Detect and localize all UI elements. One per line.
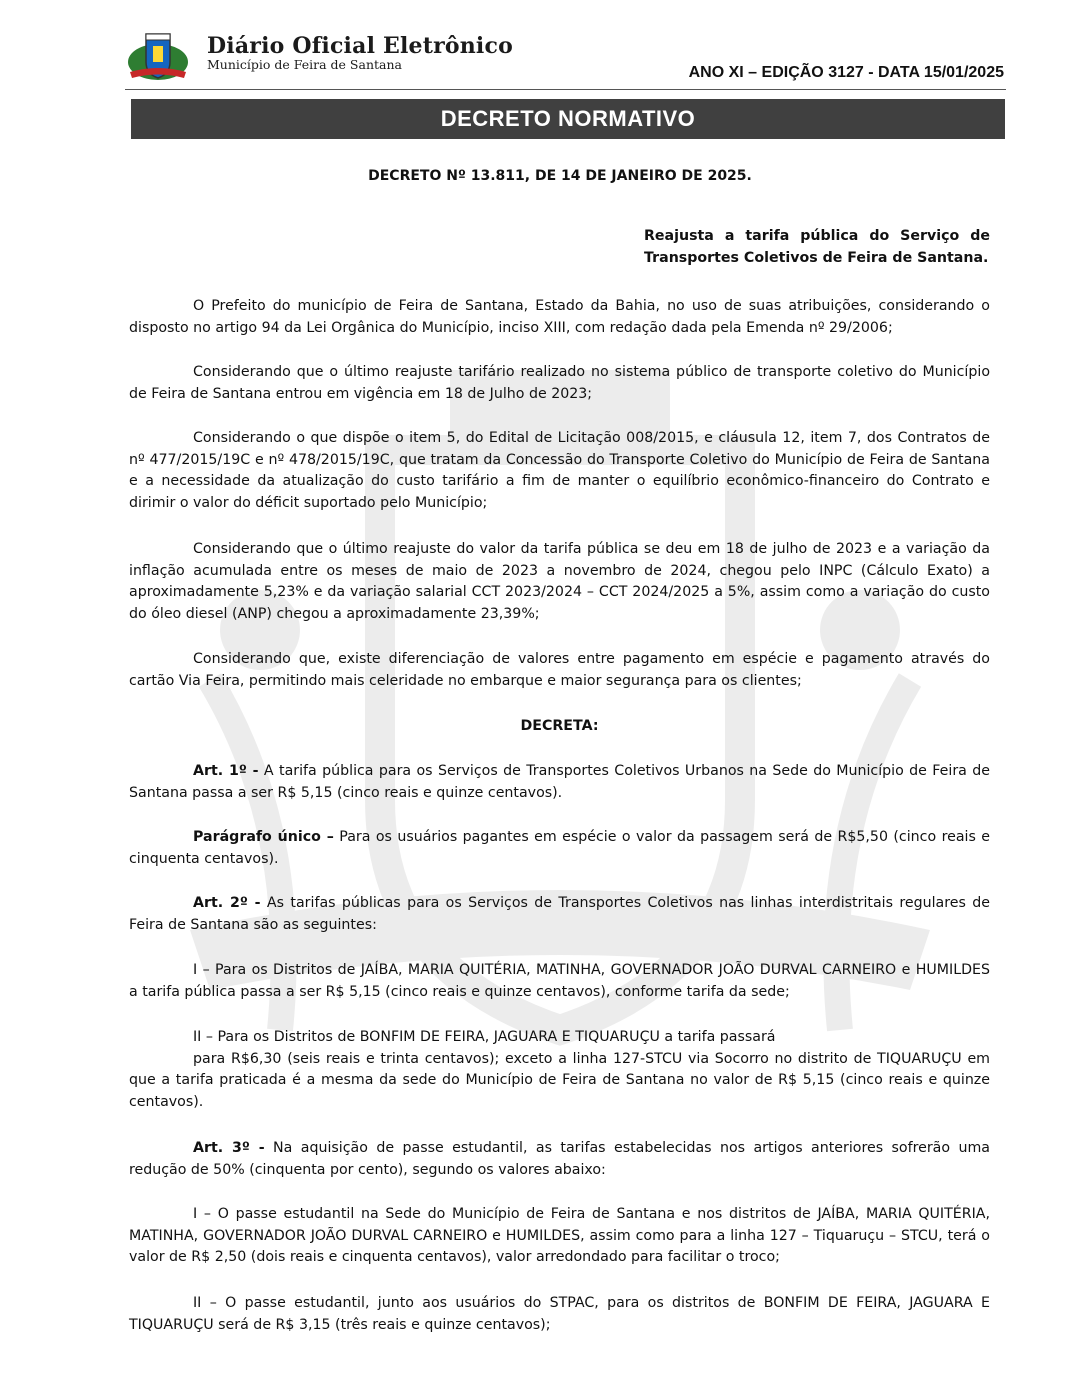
preamble-paragraph: O Prefeito do município de Feira de Santana, Estado da Bahia, no uso de suas atribuições, considerando o disposto no artigo 94 da Lei Orgânica do Município, inciso XIII, com redação dada pela Emenda nº 29/2006; <box>129 298 990 336</box>
article-2-item-i: I – Para os Distritos de JAÍBA, MARIA QUITÉRIA, MATINHA, GOVERNADOR JOÃO DURVAL CARNEIRO e HUMILDES a tarifa pública passa a ser R$ 5,15 (cinco reais e quinze centavos), conforme tarifa da sede; <box>129 962 990 1000</box>
considerando-paragraph-2: Considerando o que dispõe o item 5, do Edital de Licitação 008/2015, e cláusula 12, item 7, dos Contratos de nº 477/2015/19C e nº 478/2015/19C, que tratam da Concessão do Transporte Coletivo do Município de Feira de Santana e a necessidade da atualização do custo tarifário a fim de manter o equilíbrio econômico-financeiro do Contrato e dirimir o valor do déficit suportado pelo Município; <box>129 430 990 511</box>
header-divider <box>125 89 1006 90</box>
article-2-text: As tarifas públicas para os Serviços de Transportes Coletivos nas linhas interdistritais regulares de Feira de Santana são as seguintes: <box>129 895 990 933</box>
paragrafo-unico-label: Parágrafo único – <box>193 829 334 845</box>
article-2 <box>129 893 990 936</box>
article-2-item-ii: para R$6,30 (seis reais e trinta centavos); exceto a linha 127-STCU via Socorro no distrito de TIQUARUÇU em que a tarifa praticada é a mesma da sede do Município de Feira de Santana no valor de R$ 5,15 (cinco reais e quinze centavos). <box>129 1050 990 1110</box>
article-1-text: A tarifa pública para os Serviços de Transportes Coletivos Urbanos na Sede do Município de Feira de Santana passa a ser R$ 5,15 (cinco reais e quinze centavos). <box>129 763 990 801</box>
article-2-item-ii-line1: II – Para os Distritos de BONFIM DE FEIRA, JAGUARA E TIQUARUÇU a tarifa passará <box>193 1029 776 1045</box>
article-3-item-ii: II – O passe estudantil, junto aos usuários do STPAC, para os distritos de BONFIM DE FEIRA, JAGUARA E TIQUARUÇU será de R$ 3,15 (três reais e quinze centavos); <box>129 1295 990 1333</box>
brand-subtitle: Município de Feira de Santana <box>207 57 402 72</box>
article-3-label: Art. 3º - <box>193 1140 265 1156</box>
article-1-label: Art. 1º - <box>193 763 259 779</box>
article-3-text: Na aquisição de passe estudantil, as tarifas estabelecidas nos artigos anteriores sofrerão uma redução de 50% (cinquenta por cento), segundo os valores abaixo: <box>129 1140 990 1178</box>
article-1 <box>129 761 990 804</box>
considerando-paragraph-1: Considerando que o último reajuste tarifário realizado no sistema público de transporte coletivo do Município de Feira de Santana entrou em vigência em 18 de Julho de 2023; <box>129 364 990 402</box>
article-3-item-i: I – O passe estudantil na Sede do Município de Feira de Santana e nos distritos de JAÍBA, MARIA QUITÉRIA, MATINHA, GOVERNADOR JOÃO DURVAL CARNEIRO e HUMILDES, assim como para a linha 127 – Tiquaruçu – STCU, terá o valor de R$ 2,50 (dois reais e cinquenta centavos), valor arredondado para facilitar o troco; <box>129 1206 990 1265</box>
municipal-crest-icon <box>126 28 190 84</box>
article-3 <box>129 1138 990 1181</box>
decree-ementa: Reajusta a tarifa pública do Serviço de Transportes Coletivos de Feira de Santana. <box>644 228 990 266</box>
decree-title: DECRETO Nº 13.811, DE 14 DE JANEIRO DE 2025. <box>368 168 752 184</box>
edition-info: ANO XI – EDIÇÃO 3127 - DATA 15/01/2025 <box>688 64 1004 81</box>
considerando-paragraph-4: Considerando que, existe diferenciação de valores entre pagamento em espécie e pagamento através do cartão Via Feira, permitindo mais celeridade no embarque e maior segurança para os clientes; <box>129 651 990 689</box>
paragrafo-unico-text: Para os usuários pagantes em espécie o valor da passagem será de R$5,50 (cinco reais e cinquenta centavos). <box>129 829 991 867</box>
decreta-heading: DECRETA: <box>520 718 599 734</box>
article-2-label: Art. 2º - <box>193 895 261 911</box>
brand-title: Diário Oficial Eletrônico <box>207 33 513 59</box>
considerando-paragraph-3: Considerando que o último reajuste do valor da tarifa pública se deu em 18 de julho de 2023 e a variação da inflação acumulada entre os meses de maio de 2023 a novembro de 2024, chegou pelo INPC (Cálculo Exato) a aproximadamente 5,23% e da variação salarial CCT 2023/2024 – CCT 2024/2025 a 5%, assim como a variação do custo do óleo diesel (ANP) chegou a aproximadamente 23,39%; <box>129 541 990 622</box>
paragrafo-unico <box>129 827 990 870</box>
section-banner: DECRETO NORMATIVO <box>131 99 1005 139</box>
